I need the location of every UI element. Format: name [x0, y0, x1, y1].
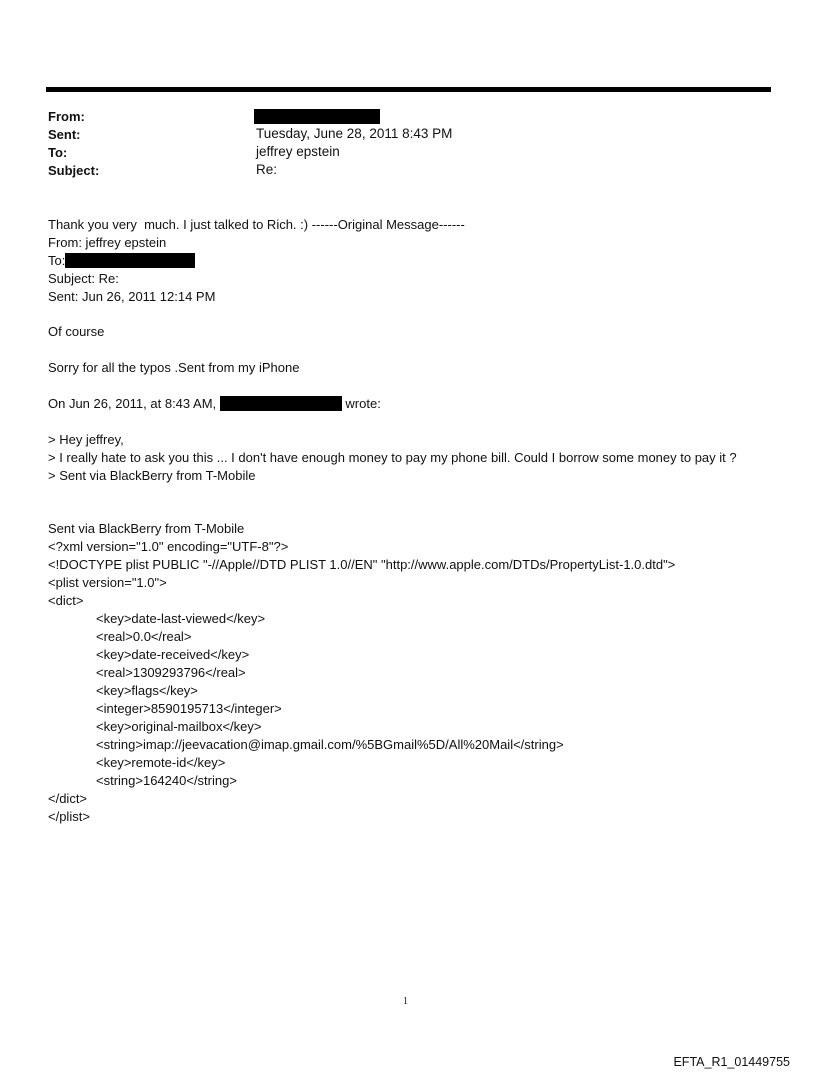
- plist-line: </dict>: [48, 791, 88, 806]
- plist-line: <dict>: [48, 593, 84, 608]
- body-line: From: jeffrey epstein: [48, 235, 167, 250]
- signature-line: Sent via BlackBerry from T-Mobile: [48, 521, 245, 536]
- body-line: Sorry for all the typos .Sent from my iPhone: [48, 360, 300, 375]
- body-line: Subject: Re:: [48, 271, 119, 286]
- wrote-text: wrote:: [345, 396, 381, 411]
- from-label: From:: [48, 109, 85, 124]
- plist-line: <string>164240</string>: [96, 773, 237, 788]
- body-line: [48, 396, 381, 411]
- to-prefix: To:: [48, 253, 66, 268]
- plist-line: <integer>8590195713</integer>: [96, 701, 282, 716]
- plist-line: <real>1309293796</real>: [96, 665, 246, 680]
- document-id: EFTA_R1_01449755: [673, 1055, 790, 1069]
- sent-value: Tuesday, June 28, 2011 8:43 PM: [256, 126, 453, 141]
- plist-line: <string>imap://jeevacation@imap.gmail.com/%5BGmail%5D/All%20Mail</string>: [96, 737, 564, 752]
- redacted-to: [65, 253, 195, 268]
- quoted-line: > Hey jeffrey,: [48, 432, 124, 447]
- body-line: [48, 253, 195, 268]
- plist-line: <?xml version="1.0" encoding="UTF-8"?>: [48, 539, 289, 554]
- on-date-text: On Jun 26, 2011, at 8:43 AM,: [48, 396, 217, 411]
- quoted-line: > Sent via BlackBerry from T-Mobile: [48, 468, 256, 483]
- quoted-line: > I really hate to ask you this ... I don't have enough money to pay my phone bill. Could I borrow some money to pay it ?: [48, 450, 737, 465]
- page-number: 1: [403, 996, 408, 1007]
- body-line: Thank you very much. I just talked to Rich. :) ------Original Message------: [48, 217, 465, 232]
- subject-value: Re:: [256, 162, 278, 177]
- plist-line: <key>remote-id</key>: [96, 755, 226, 770]
- body-line: Sent: Jun 26, 2011 12:14 PM: [48, 289, 216, 304]
- to-value: jeffrey epstein: [256, 144, 340, 159]
- body-line: Of course: [48, 324, 105, 339]
- redacted-from: [254, 109, 380, 124]
- plist-line: <plist version="1.0">: [48, 575, 167, 590]
- header-rule: [46, 87, 771, 92]
- to-label: To:: [48, 145, 68, 160]
- sent-label: Sent:: [48, 127, 81, 142]
- plist-line: <key>date-received</key>: [96, 647, 250, 662]
- redacted-sender: [220, 396, 342, 411]
- plist-line: <real>0.0</real>: [96, 629, 192, 644]
- plist-line: <key>flags</key>: [96, 683, 198, 698]
- subject-label: Subject:: [48, 163, 100, 178]
- plist-line: <key>original-mailbox</key>: [96, 719, 262, 734]
- plist-line: <!DOCTYPE plist PUBLIC "-//Apple//DTD PLIST 1.0//EN" "http://www.apple.com/DTDs/PropertyList-1.0.dtd">: [48, 557, 676, 572]
- plist-line: <key>date-last-viewed</key>: [96, 611, 266, 626]
- plist-line: </plist>: [48, 809, 90, 824]
